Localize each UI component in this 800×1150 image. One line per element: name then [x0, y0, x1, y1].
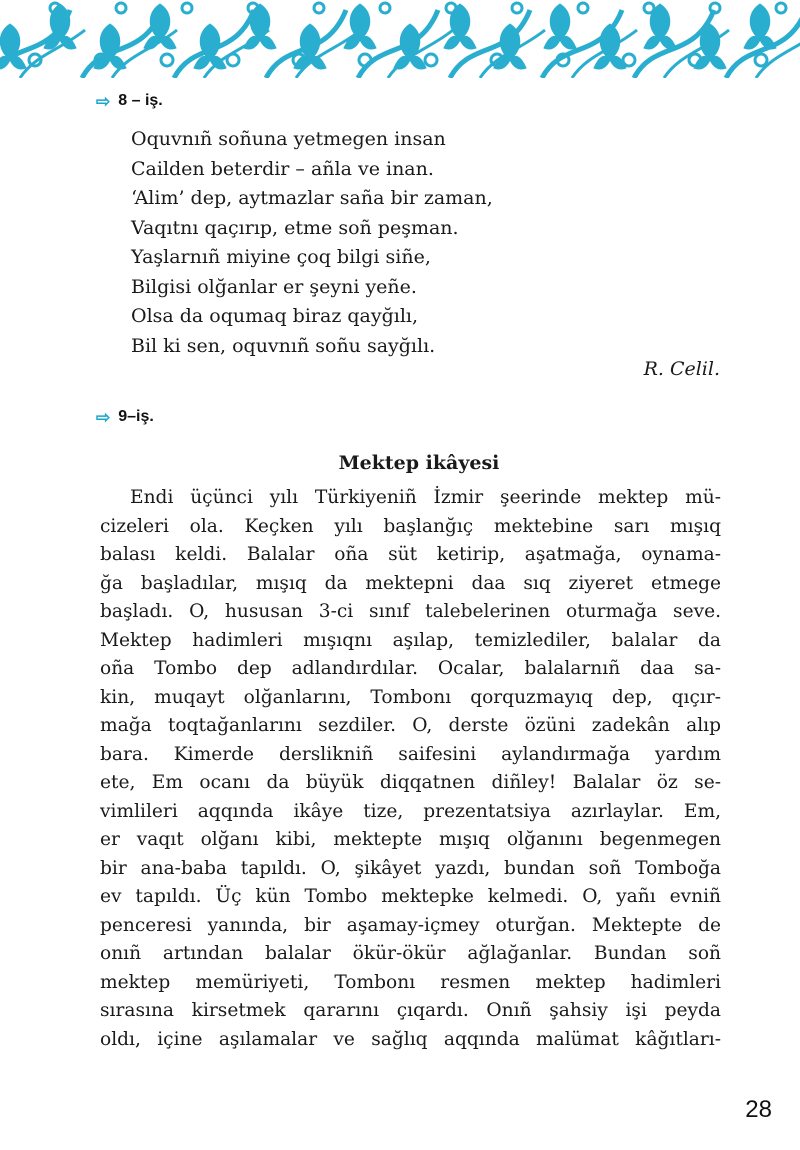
- poem-author: R. Celil.: [643, 358, 720, 380]
- poem-line: ‘Alim’ dep, aytmazlar saña bir zaman,: [131, 187, 493, 209]
- story-line: mektep memüriyeti, Tombonı resmen mektep hadimleri: [100, 971, 721, 993]
- arrow-right-icon: ⇨: [96, 407, 111, 427]
- story-line: Mektep hadimleri mışıqnı aşılap, temizlediler, balalar da: [100, 629, 721, 651]
- poem-line: Vaqıtnı qaçırıp, etme soñ peşman.: [131, 216, 459, 239]
- story-line: er vaqıt olğanı kibi, mektepte mışıq olğanını begenmegen: [100, 829, 721, 850]
- story-text: [100, 484, 721, 1054]
- task-8-heading: [96, 92, 163, 110]
- story-line: mağa toqtağanlarını sezdiler. O, derste özüni zadekân alıp: [100, 715, 721, 736]
- story-line: kin, muqayt olğanlarını, Tombonı qorquzmayıq dep, qıçır-: [100, 686, 721, 708]
- poem-line: Bilgisi olğanlar er şeyni yeñe.: [131, 275, 417, 298]
- poem: [131, 125, 493, 361]
- story-line: sırasına kirsetmek qararını çıqardı. Onıñ şahsiy işi peyda: [100, 1000, 721, 1021]
- story-title: Mektep ikâyesi: [338, 452, 500, 474]
- story-line: ev tapıldı. Üç kün Tombo mektepke kelmedi. O, yañı evniñ: [100, 886, 721, 907]
- poem-line: Olsa da oqumaq biraz qayğılı,: [131, 305, 419, 327]
- story-line: balası keldi. Balalar oña süt ketirip, aşatmağa, oynama-: [100, 544, 721, 565]
- task-9-heading: [96, 408, 154, 426]
- page-number: 28: [745, 1096, 772, 1123]
- poem-line: Bil ki sen, oquvnıñ soñu sayğılı.: [131, 334, 436, 357]
- story-line: vimlileri aqqında ikâye tize, prezentatsiya azırlaylar. Em,: [100, 800, 721, 822]
- story-line: penceresi yanında, bir aşamay-içmey oturğan. Mektepte de: [100, 914, 721, 936]
- story-line: oña Tombo dep adlandırdılar. Ocalar, balalarnıñ daa sa-: [100, 658, 721, 679]
- story-line: bir ana-baba tapıldı. O, şikâyet yazdı, bundan soñ Tomboğa: [100, 857, 721, 879]
- poem-line: Oquvnıñ soñuna yetmegen insan: [131, 128, 446, 150]
- story-line: cizeleri ola. Keçken yılı başlanğıç mektebine sarı mışıq: [100, 515, 721, 537]
- story-line: ğa başladılar, mışıq da mektepni daa sıq ziyeret etmege: [100, 572, 721, 594]
- story-line: onıñ artından balalar ökür-ökür ağlağanlar. Bundan soñ: [100, 943, 721, 964]
- floral-ornament-border: [0, 0, 800, 78]
- task-9-label: 9–iş.: [118, 408, 154, 425]
- story-line: ete, Em ocanı da büyük diqqatnen diñley! Balalar öz se-: [100, 772, 721, 793]
- story-line: oldı, içine aşılamalar ve sağlıq aqqında malümat kâğıtları-: [100, 1028, 721, 1050]
- poem-line: Cailden beterdir – añla ve inan.: [131, 157, 434, 180]
- story-line: başladı. O, hususan 3-ci sınıf talebelerinen oturmağa seve.: [100, 601, 721, 622]
- story-line: bara. Kimerde derslikniñ saifesini aylandırmağa yardım: [100, 743, 721, 765]
- story-line: Endi üçünci yılı Türkiyeniñ İzmir şeerinde mektep mü-: [130, 487, 721, 508]
- task-8-label: 8 – iş.: [118, 92, 163, 109]
- arrow-right-icon: ⇨: [96, 91, 111, 111]
- poem-line: Yaşlarnıñ miyine çoq bilgi siñe,: [131, 246, 431, 268]
